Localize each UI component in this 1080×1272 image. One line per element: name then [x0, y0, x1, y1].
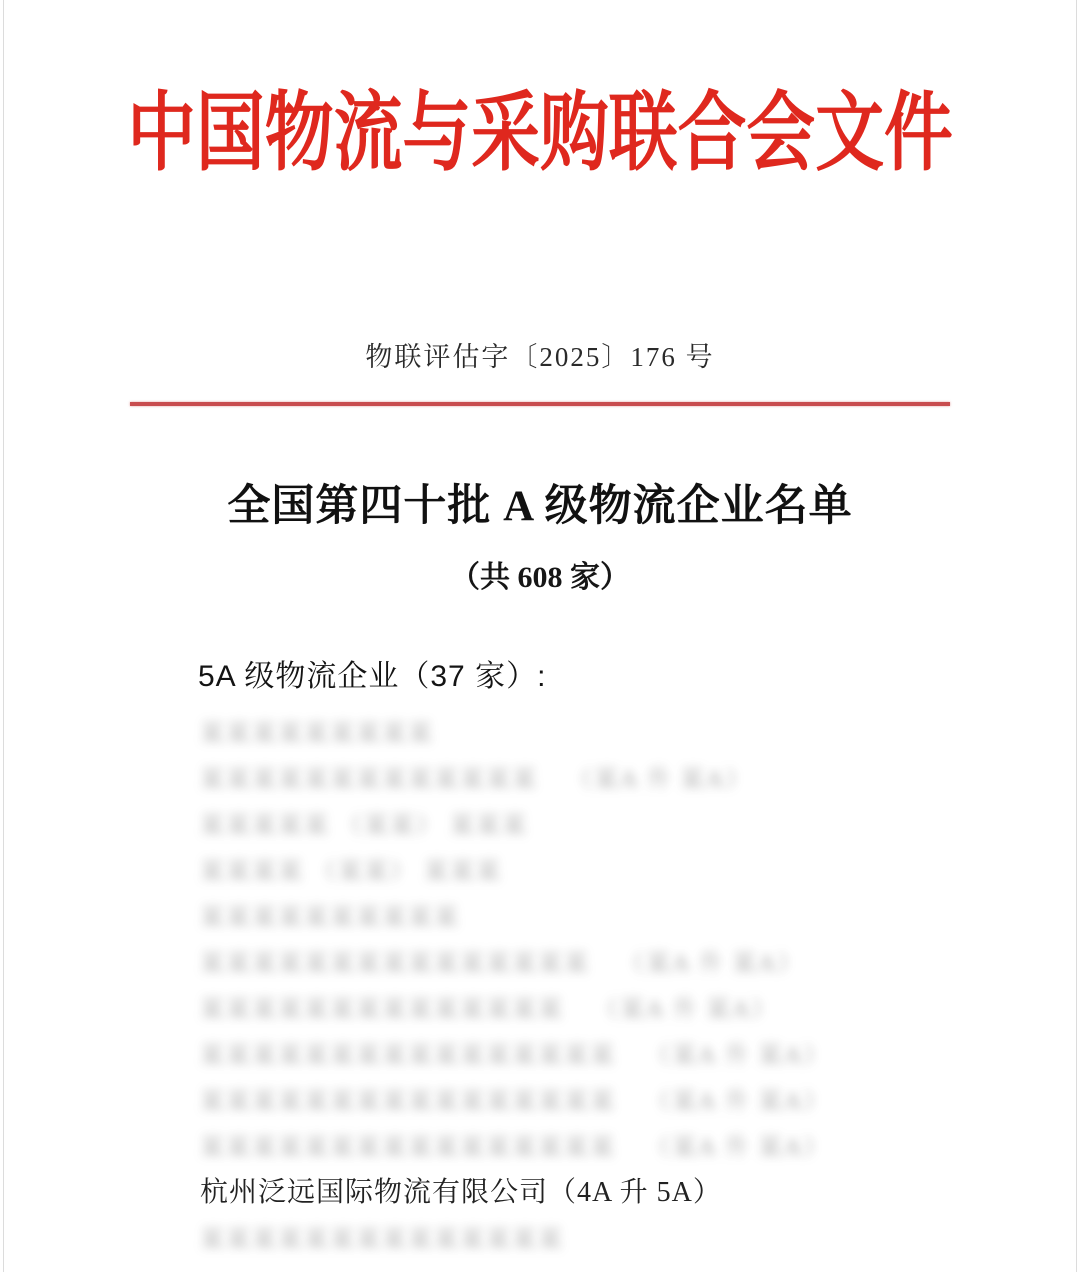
redacted-company-name: 某某某某某某某某某某某某某某某某 — [200, 1134, 616, 1161]
redacted-grade-note: （某A 升 某A） — [594, 996, 778, 1023]
company-list-item — [200, 707, 1080, 753]
redacted-grade-note: （某A 升 某A） — [646, 1088, 830, 1115]
company-list-item — [200, 1213, 1080, 1259]
company-list-item — [200, 1121, 1080, 1167]
company-list-item — [200, 1029, 1080, 1075]
redacted-company-name: 某某某某某 （某某） 某某某 — [200, 812, 528, 839]
red-divider-line — [130, 402, 950, 406]
page-right-edge — [1076, 0, 1077, 1272]
company-list-item — [200, 799, 1080, 845]
company-list-item — [200, 937, 1080, 983]
redacted-company-name: 某某某某 （某某） 某某某 — [200, 858, 502, 885]
company-list-item — [200, 1075, 1080, 1121]
document-subtitle: （共 608 家） — [450, 561, 630, 594]
company-list-item — [200, 753, 1080, 799]
redacted-company-name: 某某某某某某某某某某某某某某某某 — [200, 1088, 616, 1115]
company-list — [0, 707, 1080, 1259]
redacted-grade-note: （某A 升 某A） — [646, 1042, 830, 1069]
section-heading-5a: 5A 级物流企业（37 家）: — [198, 660, 547, 693]
redacted-company-name: 某某某某某某某某某某某某某某 — [200, 1226, 564, 1253]
document-title: 全国第四十批 A 级物流企业名单 — [227, 483, 853, 530]
redacted-company-name: 某某某某某某某某某 — [200, 720, 434, 747]
company-name: 杭州泛远国际物流有限公司（4A 升 5A） — [200, 1177, 722, 1208]
redacted-company-name: 某某某某某某某某某某某某某 — [200, 766, 538, 793]
company-list-item — [200, 891, 1080, 937]
red-letterhead — [0, 0, 1080, 181]
redacted-grade-note: （某A 升 某A） — [568, 766, 752, 793]
redacted-company-name: 某某某某某某某某某某某某某某某某 — [200, 1042, 616, 1069]
redacted-company-name: 某某某某某某某某某某 — [200, 904, 460, 931]
redacted-company-name: 某某某某某某某某某某某某某某某 — [200, 950, 590, 977]
redacted-grade-note: （某A 升 某A） — [646, 1134, 830, 1161]
org-title: 中国物流与采购联合会文件 — [127, 85, 953, 181]
redacted-company-name: 某某某某某某某某某某某某某某 — [200, 996, 564, 1023]
company-list-item — [200, 845, 1080, 891]
company-list-item — [200, 983, 1080, 1029]
company-list-item — [200, 1167, 1080, 1213]
redacted-grade-note: （某A 升 某A） — [620, 950, 804, 977]
document-number: 物联评估字〔2025〕176 号 — [365, 342, 715, 372]
page-left-edge — [3, 0, 4, 1272]
